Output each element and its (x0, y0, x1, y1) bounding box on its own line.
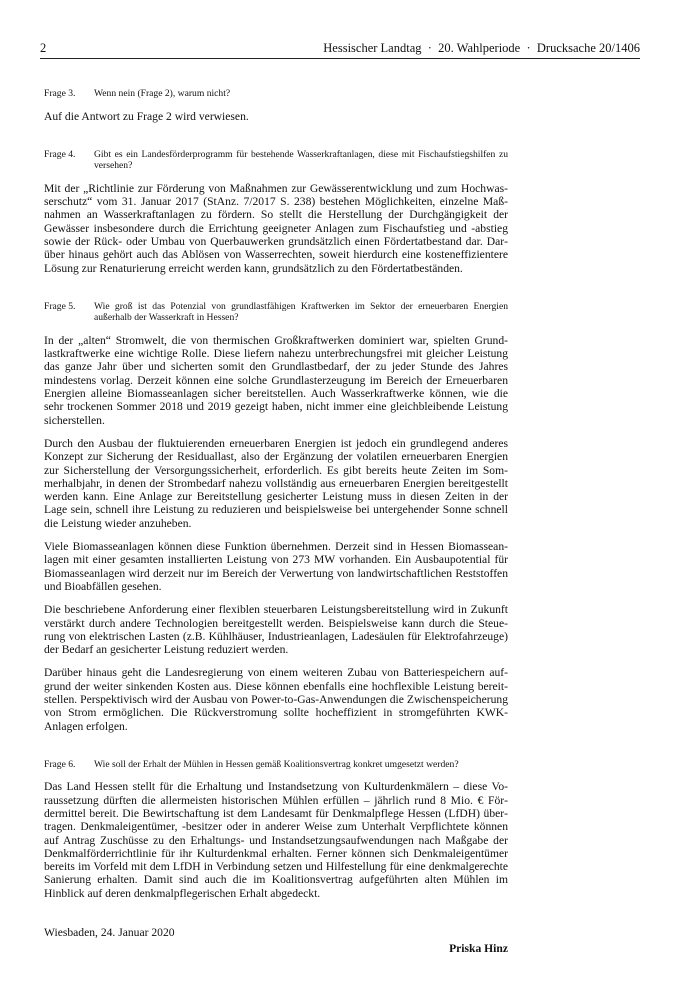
signer-name: Priska Hinz (449, 942, 508, 956)
question-3 (44, 88, 508, 100)
header-rule (40, 58, 640, 59)
answer-paragraph: In der „alten“ Stromwelt, die von thermischen Großkraftwerken dominiert war, spielten Grundlastkraftwerke eine wichtige Rolle. Diese liefern nahezu unterbrechungsfrei mit gleicher Leistung das ganze Jahr über und sicherten somit den Grundlastbedarf, der zu jeder Stunde des Jahres mindestens vorlag. Derzeit können eine solche Grundlasterzeugung im Bereich der Erneuerbaren Energien alleine Biomasseanlagen sicher bereitstellen. Auch Wasserkraftwerke können, wie die sehr trockenen Sommer 2018 und 2019 gezeigt haben, nicht immer eine gleichbleibende Leistung sicherstellen. (44, 333, 508, 427)
running-title: Hessischer Landtag · 20. Wahlperiode · Drucksache 20/1406 (323, 41, 640, 55)
answer-paragraph: Das Land Hessen stellt für die Erhaltung und Instandsetzung von Kulturdenkmälern – diese Voraussetzung dürften die allermeisten historischen Mühlen erfüllen – jährlich rund 8 Mio. € Fördermittel bereit. Die Bewirtschaftung ist dem Landesamt für Denkmalpflege Hessen (LfDH) übertragen. Denkmaleigentümer, -besitzer oder in anderer Weise zum Unterhalt Verpflichtete können auf Antrag Zuschüsse zu den Erhaltungs- und Instandsetzungsaufwendungen nach Maßgabe der Denkmalförderrichtlinie für ihr Kulturdenkmal erhalten. Ferner können sich Denkmaleigentümer bereits im Vorfeld mit dem LfDH in Verbindung setzen und Hilfestellung für eine denkmalgerechte Sanierung erhalten. Damit sind auch die im Koalitionsvertrag aufgeführten alten Mühlen im Hinblick auf deren denkmalpflegerischen Erhalt abgedeckt. (44, 780, 508, 900)
answer-paragraph: Auf die Antwort zu Frage 2 wird verwiesen. (44, 109, 249, 123)
question-text: Wenn nein (Frage 2), warum nicht? (94, 88, 231, 99)
document-body (44, 88, 508, 958)
question-label: Frage 6. (44, 758, 76, 770)
question-6 (44, 759, 508, 771)
question-label: Frage 4. (44, 148, 76, 160)
question-label: Frage 3. (44, 88, 76, 99)
question-text: Gibt es ein Landesförderprogramm für bestehende Wasserkraftanlagen, diese mit Fischaufstiegshilfen zu versehen? (94, 148, 508, 172)
page-number: 2 (40, 41, 47, 55)
answer-paragraph: Darüber hinaus geht die Landesregierung von einem weiteren Zubau von Batteriespeichern aufgrund der weiter sinkenden Kosten aus. Diese können ebenfalls eine hochflexible Leistung bereitstellen. Perspektivisch wird der Ausbau von Power-to-Gas-Anwendungen die Zwischenspeicherung von Strom ermöglichen. Die Rückverstromung sollte hocheffizient in stromgeführten KWK-Anlagen erfolgen. (44, 666, 508, 733)
page-header (40, 40, 640, 56)
question-text: Wie groß ist das Potenzial von grundlastfähigen Kraftwerken im Sektor der erneuerbaren Energien außerhalb der Wasserkraft in Hessen? (94, 300, 508, 324)
answer-paragraph: Die beschriebene Anforderung einer flexiblen steuerbaren Leistungsbereitstellung wird in Zukunft verstärkt durch andere Technologien bereitgestellt werden. Beispielsweise kann durch die Steuerung von elektrischen Lasten (z.B. Kühlhäuser, Industrieanlagen, Ladesäulen für Elektrofahrzeuge) der Bedarf an gesicherter Leistung reduziert werden. (44, 603, 508, 657)
question-text: Wie soll der Erhalt der Mühlen in Hessen gemäß Koalitionsvertrag konkret umgesetzt werden? (94, 758, 459, 770)
question-5 (44, 301, 508, 324)
signature-block (44, 926, 508, 958)
question-label: Frage 5. (44, 300, 76, 312)
answer-paragraph: Durch den Ausbau der fluktuierenden erneuerbaren Energien ist jedoch ein grundlegend anderes Konzept zur Sicherung der Residuallast, also der Ergänzung der volatilen erneuerbaren Energien zur Sicherstellung der Versorgungssicherheit, erforderlich. Es gibt bereits heute Zeiten im Sommerhalbjahr, in denen der Strombedarf nahezu vollständig aus erneuerbaren Energien bereitgestellt werden kann. Eine Anlage zur Bereitstellung gesicherter Leistung muss in diesen Zeiten in der Lage sein, schnell ihre Leistung zu reduzieren und beispielsweise bei untergehender Sonne schnell die Leistung wieder anzuheben. (44, 436, 508, 530)
question-4 (44, 149, 508, 172)
place-date: Wiesbaden, 24. Januar 2020 (44, 926, 175, 940)
answer-paragraph: Viele Biomasseanlagen können diese Funktion übernehmen. Derzeit sind in Hessen Biomasseanlagen mit einer gesamten installierten Leistung von 273 MW vorhanden. Ein Ausbaupotential für Biomasseanlagen wird derzeit nur im Bereich der Verwertung von landwirtschaftlichen Reststoffen und Bioabfällen gesehen. (44, 540, 508, 593)
answer-paragraph: Mit der „Richtlinie zur Förderung von Maßnahmen zur Gewässerentwicklung und zum Hochwasserschutz“ vom 31. Januar 2017 (StAnz. 7/2017 S. 238) bestehen Möglichkeiten, einzelne Maßnahmen an Wasserkraftanlagen zu fördern. So stellt die Herstellung der Durchgängigkeit der Gewässer insbesondere durch die Errichtung geeigneter Anlagen zum Fischaufstieg und -abstieg sowie der Rück- oder Umbau von Querbauwerken grundsätzlich einen Fördertatbestand dar. Darüber hinaus gehört auch das Ablösen von Wasserrechten, soweit hierdurch eine kosteneffizientere Lösung zur Renaturierung erreicht werden kann, grundsätzlich zu den Fördertatbeständen. (44, 181, 508, 275)
